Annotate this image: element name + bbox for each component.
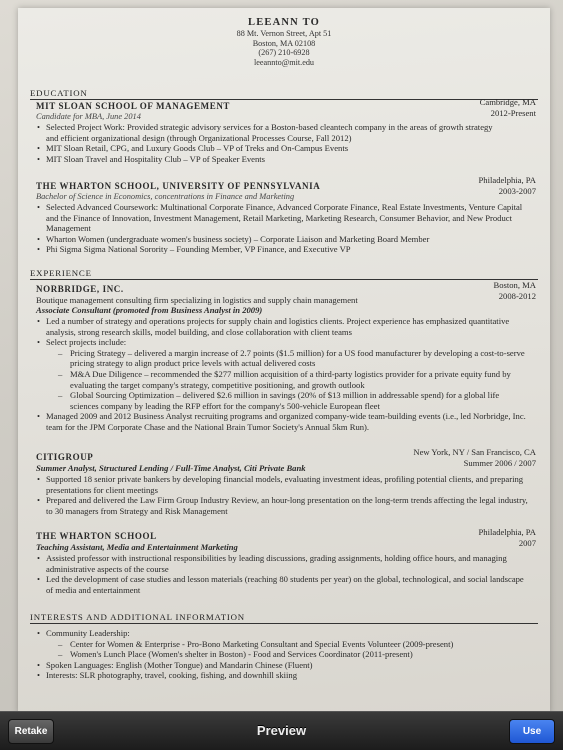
school-location-dates	[479, 175, 536, 196]
school-location: Philadelphia, PA	[478, 175, 536, 185]
list-item: • Phi Sigma Sigma National Sorority – Founding Member, VP Finance, and Executive VP	[36, 244, 528, 255]
list-item-label: Community Leadership:	[46, 628, 130, 638]
job-dates: 2008-2012	[498, 290, 536, 301]
list-item: • Led the development of case studies and lesson materials (reaching 80 students per year) on the global, technological, and social landscape of media and entertainment	[36, 574, 528, 595]
job-location-dates	[413, 447, 536, 468]
interests-bullets	[36, 628, 528, 681]
sub-list-item: – M&A Due Diligence – recommended the $277 million acquisition of a third-party logistics provider for a private equity fund by evaluating the target company's strategy, competitive positioning, and growth outlook	[46, 369, 528, 390]
education-heading: EDUCATION	[30, 88, 538, 100]
list-item-label: Select projects include:	[46, 337, 127, 348]
school-name: THE WHARTON SCHOOL, UNIVERSITY OF PENNSYLVANIA	[36, 181, 321, 191]
job-location-dates	[479, 527, 536, 548]
phone-number: (267) 210-6928	[258, 48, 310, 58]
address-city: Boston, MA 02108	[252, 38, 316, 48]
retake-button[interactable]: Retake	[8, 719, 54, 744]
sub-list-item: – Global Sourcing Optimization – delivered $2.6 million in savings (20% of $13 million in addressable spend) for a global life sciences company by leading the RFP effort for the company's 500-vehicle European fleet	[46, 390, 528, 411]
job-location: New York, NY / San Francisco, CA	[413, 447, 536, 457]
job-bullets	[36, 553, 528, 595]
employer-name: CITIGROUP	[36, 452, 94, 462]
resume-header	[18, 16, 550, 67]
list-item	[36, 337, 528, 411]
list-item: • Selected Advanced Coursework: Multinational Corporate Finance, Advanced Corporate Finance, Real Estate Investments, Venture Capital and the Finance of Innovation, Investment Management, Retail Marketing, Marketing Research, Consumer Behavior, and New Product Management	[36, 202, 528, 234]
job-role: Associate Consultant (promoted from Business Analyst in 2009)	[36, 305, 263, 315]
school-name: MIT SLOAN SCHOOL OF MANAGEMENT	[36, 101, 231, 111]
job-location: Boston, MA	[493, 280, 536, 290]
list-item: • Spoken Languages: English (Mother Tongue) and Mandarin Chinese (Fluent)	[36, 660, 528, 671]
sub-list-item: – Pricing Strategy – delivered a margin increase of 2.7 points ($1.5 million) for a US food manufacturer by developing a cost-to-serve pricing strategy to align product price levels with actual delivered costs	[46, 348, 528, 369]
school-dates: 2003-2007	[498, 185, 536, 196]
job-bullets	[36, 474, 528, 516]
job-location: Philadelphia, PA	[478, 527, 536, 537]
list-item: • Supported 18 senior private bankers by developing financial models, evaluating investment ideas, profiling potential clients, and preparing presentations for client meetings	[36, 474, 528, 495]
list-item: • Prepared and delivered the Law Firm Group Industry Review, an hour-long presentation on the long-term trends affecting the legal industry, to 30 managers from Strategy and Risk Management	[36, 495, 528, 516]
list-item: • Assisted professor with instructional responsibilities by leading discussions, grading assignments, holding office hours, and managing administrative aspects of the course	[36, 553, 528, 574]
job-dates: 2007	[518, 537, 536, 548]
employer-name: NORBRIDGE, INC.	[36, 284, 124, 294]
employer-description: Boutique management consulting firm specializing in logistics and supply chain management	[36, 295, 358, 305]
employer-name: THE WHARTON SCHOOL	[36, 531, 157, 541]
toolbar-title: Preview	[256, 723, 307, 738]
list-item: • MIT Sloan Travel and Hospitality Club – VP of Speaker Events	[36, 154, 506, 165]
school-dates: 2012-Present	[490, 107, 536, 118]
resume-name: LEEANN TO	[248, 17, 320, 28]
list-item: • Interests: SLR photography, travel, cooking, fishing, and downhill skiing	[36, 670, 528, 681]
degree-line: Bachelor of Science in Economics, concentrations in Finance and Marketing	[36, 192, 295, 201]
job-bullets	[36, 316, 528, 433]
school-location-dates	[480, 97, 536, 118]
list-item	[36, 628, 528, 660]
job-dates: Summer 2006 / 2007	[463, 457, 536, 468]
sub-list	[46, 639, 528, 660]
list-item: • Wharton Women (undergraduate women's business society) – Corporate Liaison and Marketing Board Member	[36, 234, 528, 245]
interests-heading: INTERESTS AND ADDITIONAL INFORMATION	[30, 612, 538, 624]
resume-document	[18, 8, 550, 711]
address-street: 88 Mt. Vernon Street, Apt 51	[236, 29, 332, 38]
list-item: • Selected Project Work: Provided strategic advisory services for a Boston-based cleantech company in the areas of growth strategy and efficient organizational design (through Organizational Processes Course, Fall 2012)	[36, 122, 506, 143]
job-role: Teaching Assistant, Media and Entertainment Marketing	[36, 542, 238, 552]
sub-list-item: – Center for Women & Enterprise - Pro-Bono Marketing Consultant and Special Events Volunteer (2009-present)	[46, 639, 528, 650]
sub-list	[46, 348, 528, 412]
school-bullets	[36, 122, 506, 164]
list-item: • Managed 2009 and 2012 Business Analyst recruiting programs and organized company-wide team-building events (i.e., led Norbridge, Inc. team for the JPM Corporate Chase and the National Brain Tumor Society's Annual 5km Run).	[36, 411, 528, 432]
job-location-dates	[494, 280, 537, 301]
degree-line: Candidate for MBA, June 2014	[36, 112, 141, 121]
bottom-toolbar	[0, 711, 563, 750]
email-address: leeannto@mit.edu	[253, 57, 315, 67]
list-item: • Led a number of strategy and operations projects for supply chain and logistics clients. Project experience has emphasized quantitative analysis, strong research skills, model building, and close collaboration with client teams	[36, 316, 528, 337]
list-item: • MIT Sloan Retail, CPG, and Luxury Goods Club – VP of Treks and On-Campus Events	[36, 143, 506, 154]
school-location: Cambridge, MA	[479, 97, 536, 107]
use-button[interactable]: Use	[509, 719, 555, 744]
school-bullets	[36, 202, 528, 255]
experience-heading: EXPERIENCE	[30, 268, 538, 280]
job-role: Summer Analyst, Structured Lending / Full-Time Analyst, Citi Private Bank	[36, 463, 306, 473]
sub-list-item: – Women's Lunch Place (Women's shelter in Boston) - Food and Services Coordinator (2011-present)	[46, 649, 528, 660]
